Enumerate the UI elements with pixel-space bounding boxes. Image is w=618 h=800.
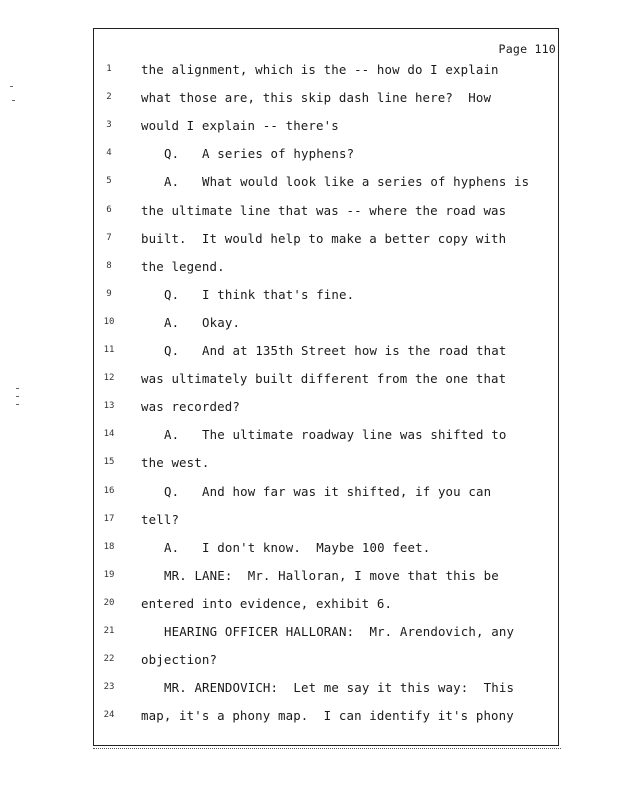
line-text: objection? (141, 652, 218, 668)
line-number: 4 (106, 148, 112, 159)
transcript-line (0, 259, 618, 279)
line-number: 16 (103, 485, 115, 496)
line-text: the ultimate line that was -- where the road was (141, 202, 507, 218)
margin-mark (16, 396, 19, 397)
transcript-line (0, 624, 618, 644)
transcript-line (0, 174, 618, 194)
line-number: 18 (103, 541, 115, 552)
transcript-line (0, 540, 618, 560)
line-number: 5 (106, 176, 112, 187)
line-text: A. I don't know. Maybe 100 feet. (164, 539, 431, 555)
transcript-line (0, 118, 618, 138)
line-number: 3 (106, 120, 112, 131)
line-number: 22 (103, 654, 115, 665)
transcript-line (0, 568, 618, 588)
transcript-line (0, 708, 618, 728)
line-number: 2 (106, 92, 112, 103)
line-number: 11 (103, 345, 115, 355)
transcript-line (0, 680, 618, 700)
line-text: the alignment, which is the -- how do I explain (141, 62, 499, 77)
transcript-line (0, 399, 618, 419)
line-number: 6 (106, 204, 112, 215)
line-text: tell? (141, 511, 180, 527)
transcript-line (0, 315, 618, 335)
line-number: 20 (103, 597, 115, 608)
line-number: 7 (106, 232, 112, 243)
line-number: 17 (103, 513, 115, 524)
line-text: MR. LANE: Mr. Halloran, I move that this be (164, 567, 499, 583)
transcript-line (0, 287, 618, 307)
line-text: what those are, this skip dash line here? How (141, 90, 492, 106)
line-number: 12 (103, 373, 115, 384)
line-text: Q. I think that's fine. (164, 286, 355, 302)
line-text: was ultimately built different from the one that (141, 371, 507, 387)
line-text: would I explain -- there's (141, 118, 339, 134)
line-text: built. It would help to make a better copy with (141, 230, 507, 246)
transcript-line (0, 596, 618, 616)
line-number: 19 (103, 569, 115, 580)
transcript-line (0, 512, 618, 532)
line-number: 14 (103, 429, 115, 440)
line-text: A. Okay. (164, 314, 241, 330)
line-text: entered into evidence, exhibit 6. (141, 595, 393, 611)
line-number: 24 (103, 710, 115, 721)
line-text: A. What would look like a series of hyphens is (164, 174, 530, 190)
line-text: Q. And how far was it shifted, if you can (164, 483, 492, 499)
transcript-line (0, 343, 618, 363)
transcript-line (0, 652, 618, 672)
transcript-line (0, 90, 618, 110)
line-text: the west. (141, 455, 210, 471)
transcript-line (0, 62, 618, 82)
transcript-line (0, 455, 618, 475)
line-number: 21 (103, 626, 115, 636)
line-number: 15 (103, 457, 115, 468)
transcript-line (0, 231, 618, 251)
line-number: 10 (103, 316, 115, 327)
line-text: Q. And at 135th Street how is the road that (164, 343, 507, 358)
line-number: 9 (106, 288, 112, 299)
transcript-line (0, 484, 618, 504)
line-text: A. The ultimate roadway line was shifted to (164, 427, 507, 443)
line-number: 8 (106, 260, 112, 271)
line-number: 13 (103, 401, 115, 412)
transcript-line (0, 146, 618, 166)
line-number: 23 (103, 682, 115, 693)
transcript-line (0, 427, 618, 447)
transcript-line (0, 371, 618, 391)
page-number: Page 110 (498, 42, 556, 56)
line-text: map, it's a phony map. I can identify it's phony (141, 708, 514, 724)
line-text: Q. A series of hyphens? (164, 146, 355, 162)
line-text: HEARING OFFICER HALLORAN: Mr. Arendovich, any (164, 624, 515, 639)
margin-mark (10, 86, 13, 87)
line-text: the legend. (141, 258, 225, 274)
line-text: was recorded? (141, 399, 240, 415)
page-bottom-rule (93, 748, 561, 749)
line-number: 1 (106, 64, 112, 74)
line-text: MR. ARENDOVICH: Let me say it this way: This (164, 680, 515, 696)
transcript-line (0, 203, 618, 223)
